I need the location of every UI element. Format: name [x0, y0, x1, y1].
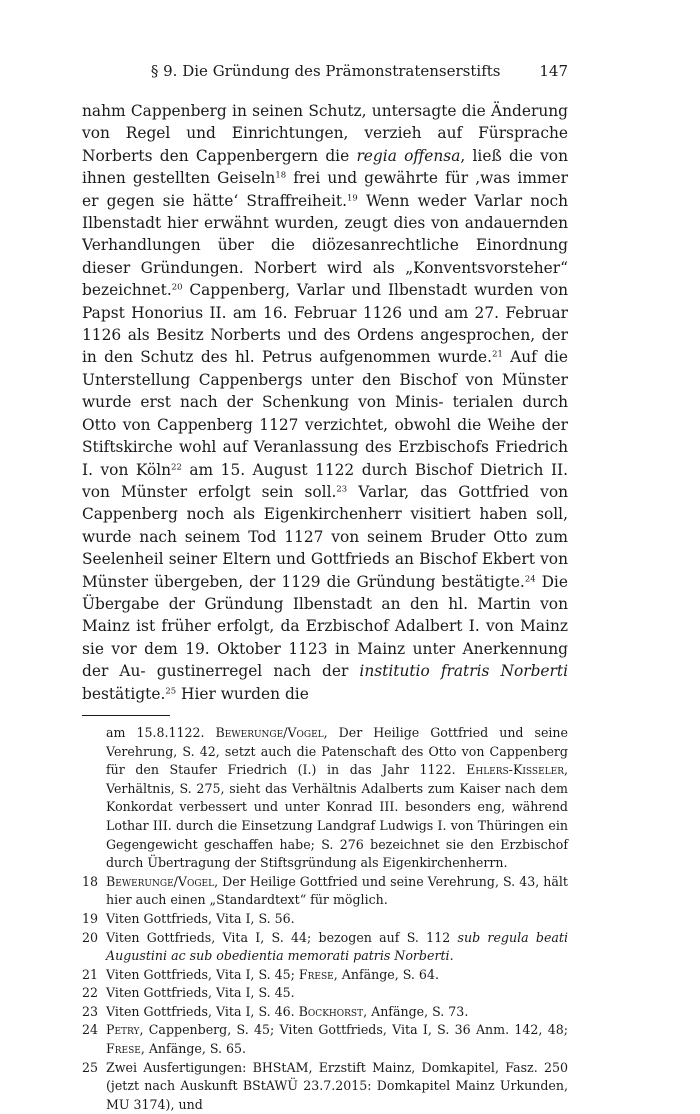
footnote-24 — [82, 1021, 568, 1058]
author-name: Bewerunge/Vogel — [106, 873, 215, 889]
footnote-22 — [82, 984, 568, 1003]
footnote-number: 19 — [82, 910, 99, 926]
footnote-text: , Der Heilige Gottfried und seine Verehrung, S. 42, setzt auch die Patenschaft des Otto von Cappenberg für den Staufer Friedrich (I.) in das Jahr 1122. — [106, 724, 568, 778]
footnote-continuation — [82, 724, 568, 873]
footnote-ref[interactable]: 18 — [275, 169, 287, 180]
footnote-text: , Verhältnis, S. 275, sieht das Verhältnis Adalberts zum Kaiser nach dem Konkordat verbessert und unter Konrad III. besonders eng, während Lothar III. durch die Einsetzung Landgraf Ludwigs I. von Thüringen ein Gegengewicht geschaffen habe; S. 276 bezeichnet sie den Erzbischof durch Übertragung der Stiftsgründung als Eigenkirchenherrn. — [106, 762, 568, 871]
footnote-divider — [82, 715, 170, 716]
author-name: Bewerunge/Vogel — [215, 724, 324, 740]
footnote-ref[interactable]: 25 — [165, 685, 177, 696]
footnote-text — [106, 1021, 568, 1058]
latin-term: regia offensa — [356, 146, 461, 165]
author-name: Frese — [106, 1041, 141, 1057]
footnote-number: 18 — [82, 873, 99, 889]
footnote-text: Viten Gottfrieds, Vita I, S. 44; bezogen auf S. 112 — [106, 929, 458, 945]
text-segment: bestätigte. — [82, 684, 166, 703]
footnote-text: , Anfänge, S. 64. — [333, 966, 439, 982]
footnote-text: am 15.8.1122. — [106, 724, 216, 740]
text-segment: Wenn weder Varlar noch — [357, 191, 568, 210]
text-line: terialen durch Otto von Cappenberg 1127 verzichtet, obwohl die Weihe der — [82, 393, 568, 434]
text-line: über die diözesanrechtliche Einordnung dieser Gründungen. Norbert wird — [82, 236, 568, 277]
text-line: Varlar, das Gottfried von Cappenberg noch als Eigenkirchenherr visitiert haben — [82, 482, 569, 524]
text-segment: am — [181, 460, 214, 479]
footnote-ref[interactable]: 23 — [336, 483, 348, 494]
page — [82, 62, 568, 1114]
latin-quote: sub regula beati Augustini ac sub obedientia memorati patris Norberti — [106, 929, 568, 964]
footnote-text: , Der Heilige Gottfried und seine Verehrung, S. 43, hält hier auch einen „Standardtext“ für möglich. — [106, 873, 568, 908]
footnote-21 — [82, 966, 568, 985]
text-segment: die — [325, 146, 357, 165]
text-line: Ilbenstadt hier erwähnt wurden, zeugt dies von andauernden Verhandlungen — [82, 214, 568, 255]
text-line: nahm Cappenberg in seinen Schutz, untersagte die Änderung von Regel — [82, 102, 568, 143]
footnote-ref[interactable]: 24 — [524, 573, 536, 584]
text-segment: als „Konventsvorsteher“ bezeichnet. — [82, 258, 568, 300]
footnote-number: 22 — [82, 985, 99, 1001]
text-segment: frei und gewährte — [286, 169, 439, 188]
text-line: Mainz sie vor dem 19. Oktober 1123 in Mainz unter Anerkennung der Au- — [82, 617, 568, 681]
author-name: Bockhorst — [298, 1003, 364, 1019]
text-segment: , ließ die von ihnen gestellten Geiseln — [82, 146, 568, 188]
text-segment: Stiftskirche wohl auf Veranlassung des Erzbischofs Friedrich I. von Köln — [82, 438, 568, 479]
footnote-text — [106, 966, 568, 985]
text-segment: Hier wurden die — [176, 684, 309, 703]
footnote-number: 25 — [82, 1059, 99, 1075]
author-name: Petry — [106, 1022, 140, 1038]
footnote-19 — [82, 910, 568, 929]
footnote-number: 23 — [82, 1003, 99, 1019]
footnote-ref[interactable]: 20 — [171, 281, 183, 292]
footnote-number: 21 — [82, 966, 99, 982]
text-segment: Die Übergabe der Gründung Ilbenstadt an — [82, 572, 568, 613]
footnote-text: . — [449, 948, 454, 964]
text-line: unter den Bischof von Münster wurde erst nach der Schenkung von Minis- — [82, 370, 568, 412]
author-name: Frese — [298, 966, 334, 982]
text-segment: Cappenberg, Varlar und Ilbenstadt — [182, 281, 468, 300]
latin-term: institutio fratris Norberti — [359, 662, 569, 681]
author-name: Ehlers-Kisseler — [466, 762, 564, 778]
footnote-18 — [82, 873, 568, 910]
footnote-23 — [82, 1003, 568, 1022]
footnote-text: Zwei Ausfertigungen: BHStAM, Erzstift Mainz, Domkapitel, Fasz. 250 (jetzt nach Auskunft BStAWÜ 23.7.2015: Domkapitel Mainz Urkunden, MU 3174), und — [106, 1059, 568, 1112]
page-number: 147 — [539, 62, 568, 80]
footnote-ref[interactable]: 21 — [492, 348, 503, 359]
footnote-ref[interactable]: 22 — [171, 461, 182, 471]
text-segment: des hl. Petrus aufgenommen wurde. — [200, 348, 493, 367]
footnote-20 — [82, 929, 568, 966]
running-title: § 9. Die Gründung des Prämonstratenserstifts — [150, 62, 501, 80]
text-line: seiner Eltern und Gottfrieds an Bischof Ekbert von Münster übergeben, der — [82, 550, 568, 591]
footnote-text: , Cappenberg, S. 45; Viten Gottfrieds, Vita I, S. 36 Anm. 142, 48; — [139, 1022, 568, 1038]
footnote-text — [106, 929, 568, 966]
footnote-text: Viten Gottfrieds, Vita I, S. 56. — [106, 910, 295, 926]
footnote-text: , Anfänge, S. 73. — [363, 1003, 469, 1019]
running-header — [82, 62, 568, 90]
footnote-number: 24 — [82, 1022, 99, 1038]
text-segment: für ‚was immer er gegen sie hätte‘ Straffreiheit. — [82, 169, 568, 210]
text-line: und Einrichtungen, verzieh auf Fürsprache Norberts den Cappenbergern — [82, 124, 568, 165]
footnotes — [82, 724, 568, 1114]
footnote-text: , Anfänge, S. 65. — [140, 1041, 247, 1057]
footnote-number: 20 — [82, 929, 99, 945]
text-line: soll, wurde nach seinem Tod 1127 von seinem Bruder Otto zum Seelenheil — [82, 505, 568, 569]
footnote-text: Viten Gottfrieds, Vita I, S. 45. — [106, 985, 295, 1001]
text-line: wurden von Papst Honorius II. am 16. Februar 1126 und am 27. Februar — [82, 281, 568, 322]
footnote-text — [106, 873, 568, 910]
text-segment: 1129 die Gründung bestätigte. — [281, 572, 525, 591]
footnote-25 — [82, 1059, 568, 1114]
main-text — [82, 100, 568, 705]
footnote-text: Viten Gottfrieds, Vita I, S. 46. — [106, 1003, 299, 1019]
text-line: 1126 als Besitz Norberts und des Ordens angesprochen, der in den Schutz — [82, 326, 568, 367]
text-segment: gustinerregel nach der — [156, 662, 360, 681]
text-segment: 15. August 1122 durch Bischof Dietrich II. von Münster erfolgt sein soll. — [82, 460, 568, 501]
footnote-text: Viten Gottfrieds, Vita I, S. 45; — [106, 966, 299, 982]
text-line: den hl. Martin von Mainz ist früher erfolgt, da Erzbischof Adalbert I. von — [82, 594, 568, 636]
footnote-ref[interactable]: 19 — [347, 192, 358, 203]
text-segment: Auf die Unterstellung Cappenbergs — [82, 348, 568, 389]
footnote-text — [106, 1003, 568, 1022]
